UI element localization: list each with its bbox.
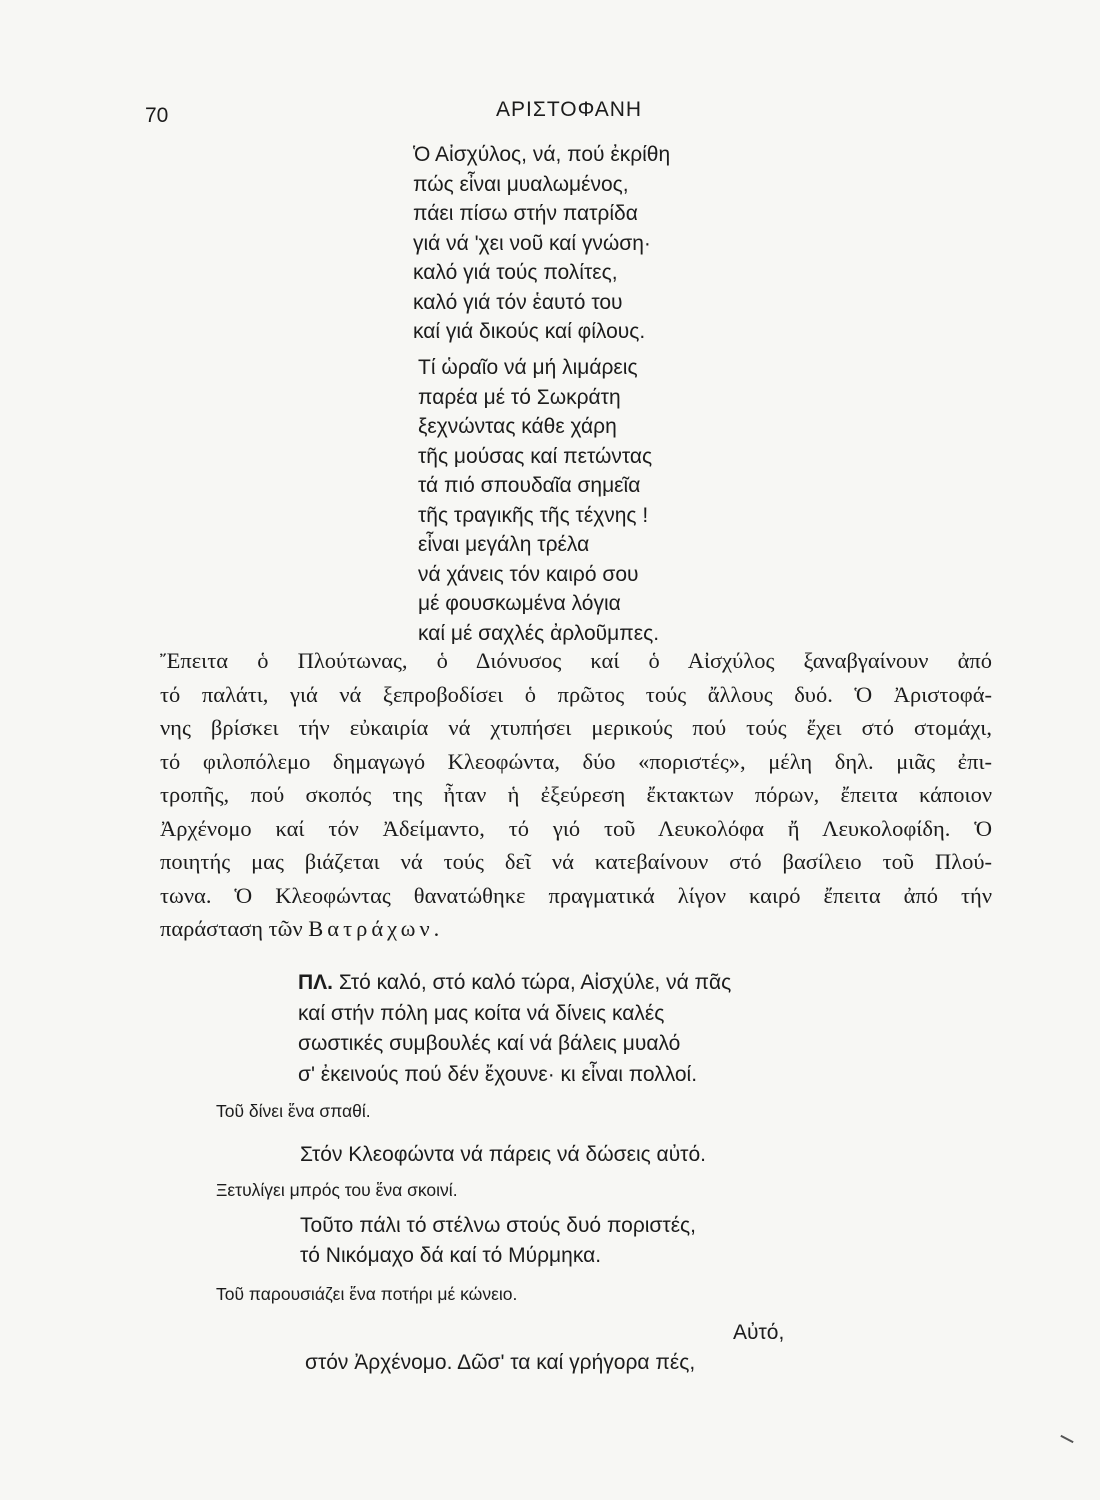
prose-paragraph — [160, 644, 992, 946]
prose-line — [160, 912, 992, 946]
prose-line: Ἀρχένομο καί τόν Ἀδείμαντο, τό γιό τοῦ Λευκολόφα ἤ Λευκολοφίδη. Ὁ — [160, 815, 992, 841]
running-head: ΑΡΙΣΤΟΦΑΝΗ — [496, 98, 643, 121]
verse-line: μέ φουσκωμένα λόγια — [418, 592, 621, 615]
verse-line: πάει πίσω στήν πατρίδα — [413, 202, 638, 225]
verse-line: τά πιό σπουδαῖα σημεῖα — [418, 474, 641, 497]
speech-text: Στό καλό, στό καλό τώρα, Αἰσχύλε, νά πᾶς — [333, 971, 732, 994]
verse-line: τό Νικόμαχο δά καί τό Μύρμηκα. — [300, 1243, 602, 1267]
verse-line: παρέα μέ τό Σωκράτη — [418, 385, 621, 409]
page-number: 70 — [145, 104, 169, 127]
verse-stanza-aeschylus — [413, 140, 670, 347]
prose-line: νης βρίσκει τήν εὐκαιρία νά χτυπήσει μερικούς πού τούς ἔχει στό στομάχι, — [160, 715, 992, 740]
speaker-label: ΠΛ. — [298, 971, 334, 994]
speech-line: σωστικές συμβουλές καί νά βάλεις μυαλό — [298, 1032, 681, 1055]
ink-mark — [1060, 1435, 1073, 1443]
verse-line: ξεχνώντας κάθε χάρη — [418, 415, 617, 438]
verse-stanza-socrates — [418, 353, 659, 648]
verse-line: Στόν Κλεοφώντα νά πάρεις νά δώσεις αὐτό. — [300, 1143, 706, 1166]
verse-line: τῆς μούσας καί πετώντας — [418, 444, 653, 468]
prose-line: τό παλάτι, γιά νά ξεπροβοδίσει ὁ πρῶτος τούς ἄλλους δυό. Ὁ Ἀριστοφά- — [160, 681, 992, 707]
verse-line: νά χάνεις τόν καιρό σου — [418, 562, 639, 586]
prose-line: τό φιλοπόλεμο δημαγωγό Κλεοφώντα, δύο «ποριστές», μέλη δηλ. μιᾶς ἐπι- — [160, 748, 992, 774]
prose-line: τροπῆς, πού σκοπός της ἦταν ἡ ἐξεύρεση ἔκτακτων πόρων, ἔπειτα κάποιον — [160, 782, 992, 807]
verse-line: καί μέ σαχλές ἀρλοῦμπες. — [418, 621, 660, 645]
verse-line: γιά νά 'χει νοῦ καί γνώση· — [413, 231, 651, 255]
stage-direction: Ξετυλίγει μπρός του ἕνα σκοινί. — [216, 1180, 458, 1200]
speech-line — [298, 968, 731, 999]
prose-line: τωνα. Ὁ Κλεοφώντας θανατώθηκε πραγματικά λίγον καιρό ἔπειτα ἀπό τήν — [160, 882, 992, 908]
verse-line: τῆς τραγικῆς τῆς τέχνης ! — [418, 503, 649, 527]
verse-line: Τοῦτο πάλι τό στέλνω στούς δυό ποριστές, — [300, 1214, 697, 1237]
verse-line: Αὐτό, — [733, 1321, 785, 1344]
speech-pluto — [298, 968, 731, 1090]
verse-line: Ὁ Αἰσχύλος, νά, πού ἐκρίθη — [413, 143, 671, 166]
verse-line: Τί ὡραῖο νά μή λιμάρεις — [418, 356, 638, 379]
verse-line: εἶναι μεγάλη τρέλα — [418, 533, 590, 556]
prose-line-prefix: παράσταση τῶν — [160, 916, 309, 941]
prose-line: ποιητής μας βιάζεται νά τούς δεῖ νά κατεβαίνουν στό βασίλειο τοῦ Πλού- — [160, 849, 992, 874]
verse-line: καλό γιά τούς πολίτες, — [413, 261, 618, 284]
verse-line: καλό γιά τόν ἑαυτό του — [413, 290, 623, 314]
verse-line: στόν Ἀρχένομο. Δῶσ' τα καί γρήγορα πές, — [305, 1351, 696, 1374]
play-title: Βατράχων. — [308, 916, 444, 941]
verse-line: πώς εἶναι μυαλωμένος, — [413, 172, 629, 196]
verse-line: καί γιά δικούς καί φίλους. — [413, 320, 646, 343]
stage-direction: Τοῦ παρουσιάζει ἕνα ποτήρι μέ κώνειο. — [216, 1284, 518, 1304]
speech-line: σ' ἐκεινούς πού δέν ἔχουνε· κι εἶναι πολλοί. — [298, 1062, 698, 1086]
verse-stanza-poristes — [300, 1211, 696, 1270]
stage-direction: Τοῦ δίνει ἕνα σπαθί. — [216, 1101, 371, 1121]
prose-line: Ἔπειτα ὁ Πλούτωνας, ὁ Διόνυσος καί ὁ Αἰσχύλος ξαναβγαίνουν ἀπό — [160, 648, 992, 673]
speech-line: καί στήν πόλη μας κοίτα νά δίνεις καλές — [298, 1001, 665, 1025]
